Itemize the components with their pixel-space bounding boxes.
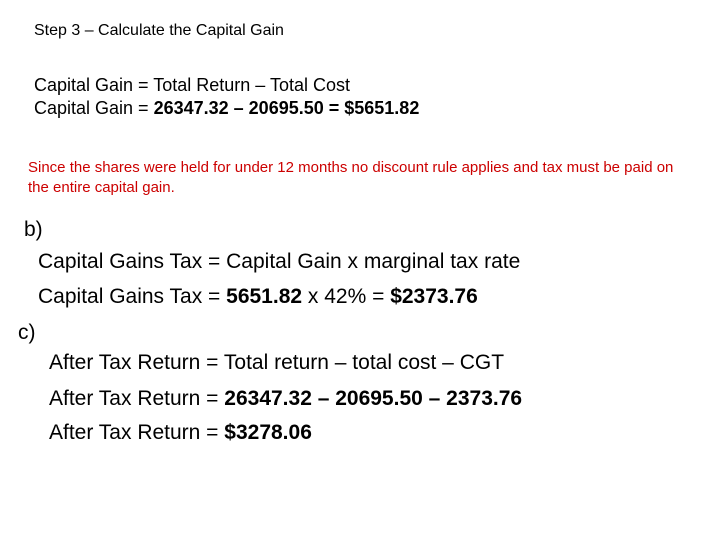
part-b-calculation bbox=[38, 286, 478, 307]
capital-gain-calc-prefix: Capital Gain = bbox=[34, 98, 154, 118]
part-c-result-value: $3278.06 bbox=[224, 421, 312, 444]
part-b-calc-result: $2373.76 bbox=[390, 285, 478, 308]
part-b-calc-gain: 5651.82 bbox=[226, 285, 303, 308]
part-b-formula: Capital Gains Tax = Capital Gain x marginal tax rate bbox=[38, 250, 521, 273]
part-b-calc-prefix: Capital Gains Tax = bbox=[38, 285, 227, 308]
part-b-calc-middle: x 42% = bbox=[302, 285, 391, 308]
capital-gain-calculation bbox=[34, 99, 419, 117]
part-c-calculation bbox=[49, 388, 522, 409]
step-title: Step 3 – Calculate the Capital Gain bbox=[34, 22, 284, 39]
capital-gain-formula: Capital Gain = Total Return – Total Cost bbox=[34, 75, 351, 95]
capital-gain-calc-value: 26347.32 – 20695.50 = $5651.82 bbox=[153, 98, 420, 118]
part-c-formula: After Tax Return = Total return – total cost – CGT bbox=[49, 351, 505, 374]
discount-rule-note: Since the shares were held for under 12 months no discount rule applies and tax must be paid on the entire capital gain. bbox=[28, 159, 674, 196]
part-b-label: b) bbox=[24, 218, 43, 241]
part-c-result-prefix: After Tax Return = bbox=[49, 421, 225, 444]
part-c-calc-value: 26347.32 – 20695.50 – 2373.76 bbox=[224, 387, 523, 410]
part-c-result bbox=[49, 422, 312, 443]
part-c-calc-prefix: After Tax Return = bbox=[49, 387, 225, 410]
part-c-label: c) bbox=[18, 321, 36, 344]
